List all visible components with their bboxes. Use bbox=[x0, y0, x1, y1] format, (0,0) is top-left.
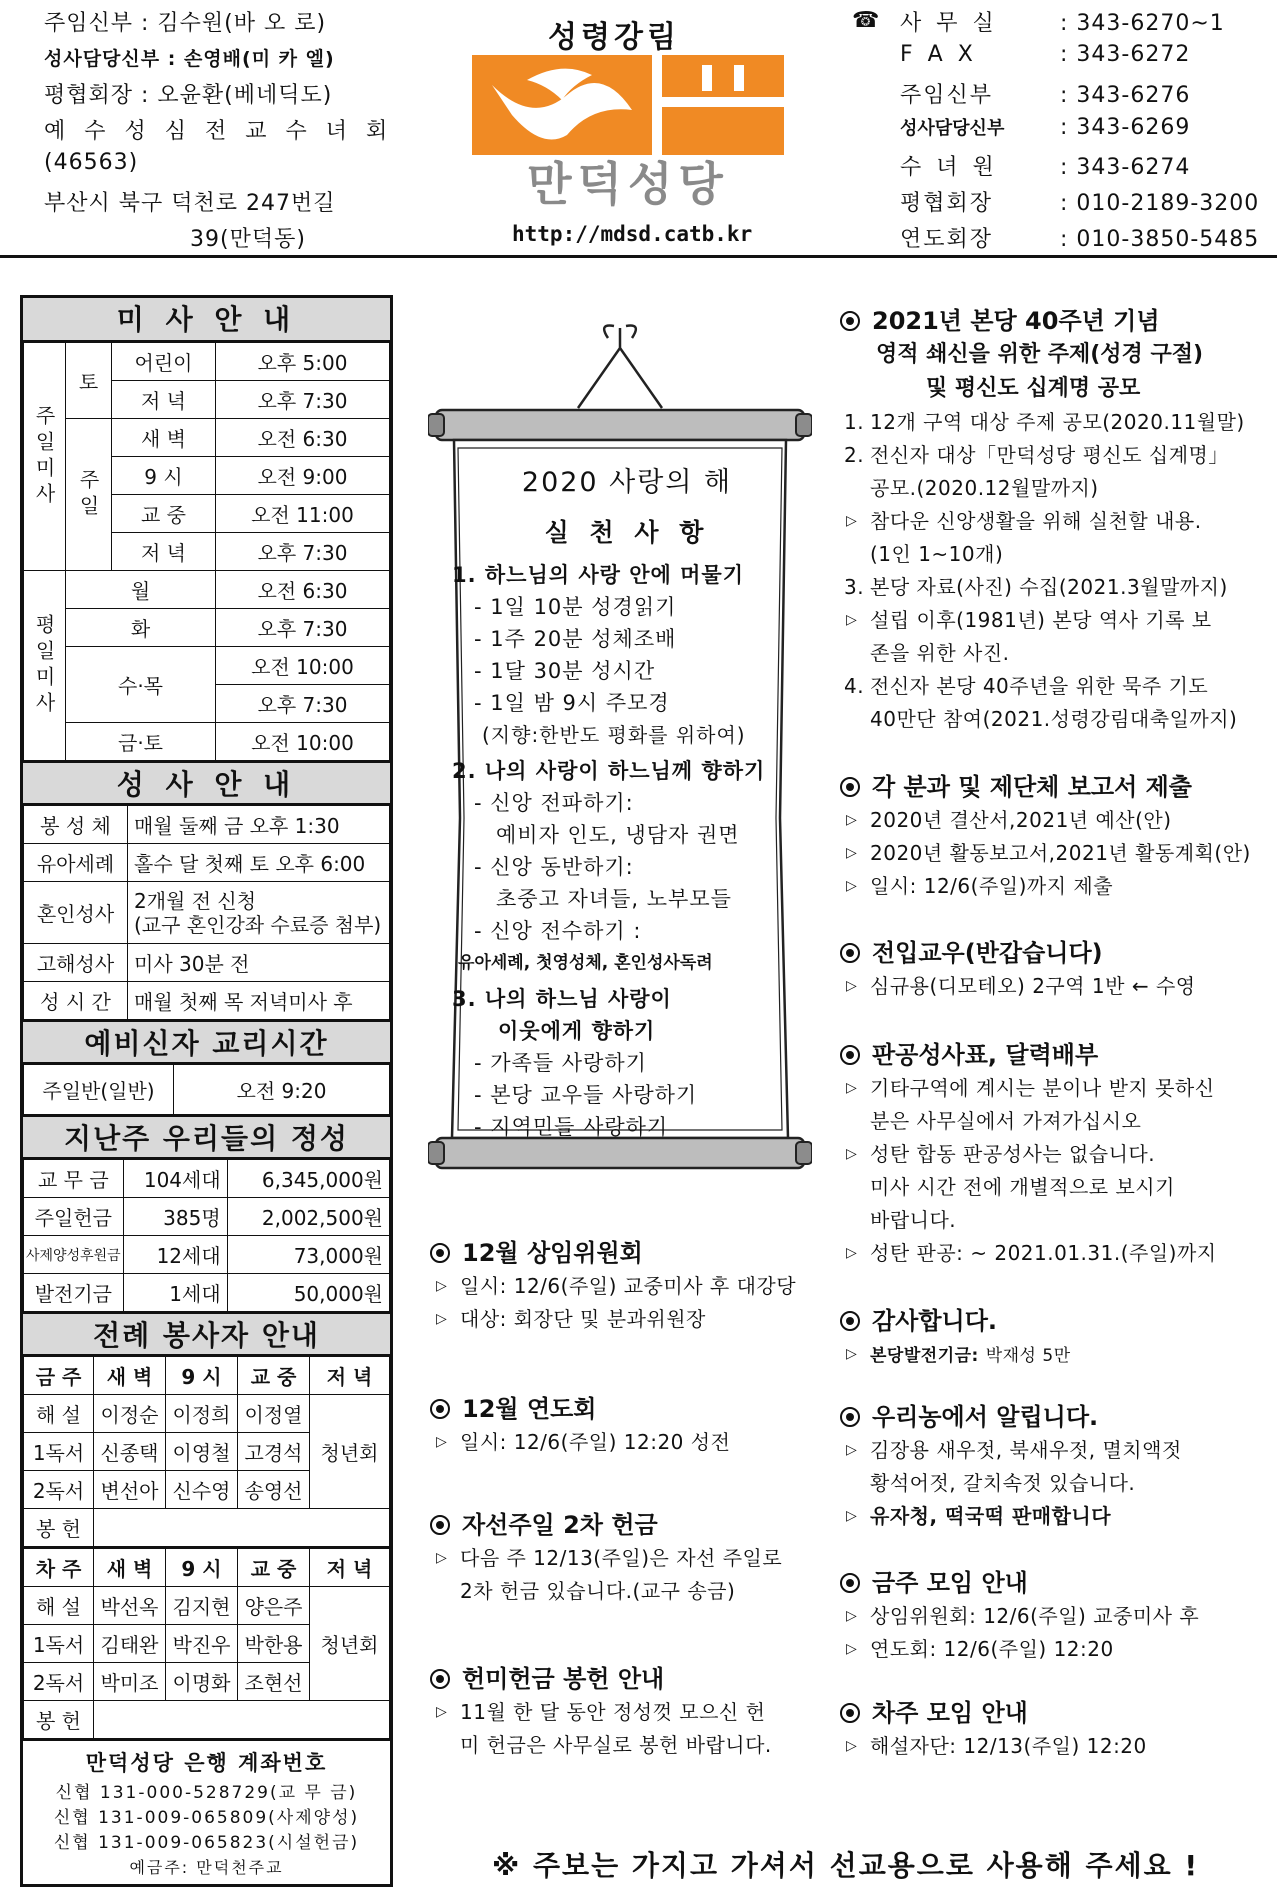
list-item: - 1일 10분 성경읽기 bbox=[474, 595, 677, 619]
table-row: 혼인성사 2개월 전 신청 (교구 혼인강좌 수료증 첨부) bbox=[24, 882, 390, 944]
list-item: - 1일 밤 9시 주모경 bbox=[474, 691, 670, 715]
target-bullet-icon bbox=[430, 1515, 450, 1535]
table-row: 봉 헌 bbox=[24, 1509, 390, 1547]
parish-logo bbox=[472, 55, 784, 210]
list-item-sub: 초중고 자녀들, 노부모들 bbox=[496, 887, 732, 911]
triangle-bullet-icon: ▷ bbox=[846, 1080, 858, 1096]
triangle-bullet-icon: ▷ bbox=[846, 845, 858, 861]
contact-council: 평협회장 : 010-2189-3200 bbox=[900, 191, 1260, 216]
footer-note: ※ 주보는 가지고 가셔서 선교용으로 사용해 주세요 ! bbox=[492, 1849, 1200, 1882]
list-item: 2. 전신자 대상「만덕성당 평신도 십계명」 bbox=[844, 443, 1229, 467]
address-line-1: 부산시 북구 덕천로 247번길 bbox=[44, 191, 336, 216]
sacrament-title: 성 사 안 내 bbox=[23, 761, 390, 805]
list-item-cont: 40만단 참여(2021.성령강림대축일까지) bbox=[870, 707, 1238, 731]
list-item: ▷ 다음 주 12/13(주일)은 자선 주일로 bbox=[430, 1542, 782, 1575]
notice-reports: 각 분과 및 제단체 보고서 제출 ▷ 2020년 결산서,2021년 예산(안) ▷ 2020년 활동보고서,2021년 활동계획(안) ▷ 일시: 12/6(주일)까지 제출 bbox=[840, 770, 1251, 903]
target-bullet-icon bbox=[840, 1045, 860, 1065]
triangle-bullet-icon: ▷ bbox=[436, 1311, 448, 1327]
address-line-2: 39(만덕동) bbox=[190, 227, 306, 252]
list-item-note: (지향:한반도 평화를 위하여) bbox=[482, 723, 746, 747]
triangle-bullet-icon: ▷ bbox=[846, 1508, 858, 1524]
list-item: ▷ 일시: 12/6(주일)까지 제출 bbox=[840, 870, 1251, 903]
logo-text: 만덕성당 bbox=[527, 157, 729, 210]
list-item: ▷ 본당발전기금: 박재성 5만 bbox=[840, 1338, 1071, 1373]
target-bullet-icon bbox=[840, 1573, 860, 1593]
list-item: ▷ 참다운 신앙생활을 위해 실천할 내용. bbox=[840, 505, 1245, 538]
notice-next-week-meetings: 차주 모임 안내 ▷ 해설자단: 12/13(주일) 12:20 bbox=[840, 1696, 1147, 1763]
anniv-sub-1: 영적 쇄신을 위한 주제(성경 구절) bbox=[876, 342, 1204, 367]
notice-charity: 자선주일 2차 헌금 ▷ 다음 주 12/13(주일)은 자선 주일로 2차 헌금 있습니다.(교구 송금) bbox=[430, 1508, 782, 1608]
servers-next-week-table bbox=[23, 1547, 390, 1739]
list-item: ▷ 2020년 결산서,2021년 예산(안) bbox=[840, 804, 1251, 837]
scroll-title: 2020 사랑의 해 bbox=[521, 467, 733, 498]
bank-line: 신협 131-000-528729(교 무 금) bbox=[55, 1782, 358, 1803]
table-row: 수·목 오전 10:00 bbox=[24, 647, 390, 685]
list-item: - 가족들 사랑하기 bbox=[474, 1051, 647, 1075]
anniv-sub-2: 및 평신도 십계명 공모 bbox=[926, 376, 1141, 401]
triangle-bullet-icon: ▷ bbox=[846, 612, 858, 628]
table-row: 1독서 김태완 박진우 박한용 bbox=[24, 1624, 390, 1662]
list-item-sub: 유아세례, 첫영성체, 혼인성사독려 bbox=[458, 953, 713, 973]
table-row: 금 주 새 벽 9 시 교 중 저 녁 bbox=[24, 1357, 390, 1395]
saturday-label: 토 bbox=[66, 343, 112, 419]
notice-rice: 헌미헌금 봉헌 안내 ▷ 11월 한 달 동안 정성껏 모으신 헌 미 헌금은 사무실로 봉헌 바랍니다. bbox=[430, 1662, 772, 1762]
target-bullet-icon bbox=[430, 1399, 450, 1419]
target-bullet-icon bbox=[840, 777, 860, 797]
list-item: ▷ 해설자단: 12/13(주일) 12:20 bbox=[840, 1730, 1147, 1763]
triangle-bullet-icon: ▷ bbox=[846, 1346, 858, 1362]
list-item-cont: (1인 1~10개) bbox=[870, 542, 1004, 566]
confessor-line: 성사담당신부 : 손영배(미 카 엘) bbox=[44, 48, 335, 70]
triangle-bullet-icon: ▷ bbox=[436, 1278, 448, 1294]
sunday-mass-label: 주일미사 bbox=[24, 343, 66, 571]
target-bullet-icon bbox=[840, 1703, 860, 1723]
list-item: ▷ 연도회: 12/6(주일) 12:20 bbox=[840, 1633, 1199, 1666]
sacrament-table bbox=[23, 805, 390, 1020]
list-item-sub: 예비자 인도, 냉담자 권면 bbox=[496, 823, 740, 847]
triangle-bullet-icon: ▷ bbox=[846, 1442, 858, 1458]
list-item-cont: 존을 위한 사진. bbox=[870, 641, 1010, 665]
table-row: 2독서 변선아 신수영 송영선 bbox=[24, 1471, 390, 1509]
bank-title: 만덕성당 은행 계좌번호 bbox=[85, 1750, 328, 1775]
triangle-bullet-icon: ▷ bbox=[436, 1704, 448, 1720]
table-row: 주일헌금 385명 2,002,500원 bbox=[24, 1198, 390, 1236]
table-row: 사제양성후원금 12세대 73,000원 bbox=[24, 1236, 390, 1274]
scroll-heading-3b: 이웃에게 향하기 bbox=[498, 1019, 656, 1043]
list-item: ▷ 2020년 활동보고서,2021년 활동계획(안) bbox=[840, 837, 1251, 870]
scroll-heading-2: 2. 나의 사랑이 하느님께 향하기 bbox=[452, 759, 766, 783]
bulletin-header bbox=[0, 0, 1277, 258]
bank-accounts bbox=[23, 1739, 390, 1884]
list-item: - 본당 교우들 사랑하기 bbox=[474, 1083, 698, 1107]
triangle-bullet-icon: ▷ bbox=[846, 878, 858, 894]
left-info-column bbox=[20, 295, 393, 1887]
list-item: ▷ 일시: 12/6(주일) 12:20 성전 bbox=[430, 1426, 730, 1459]
target-bullet-icon bbox=[840, 1311, 860, 1331]
bank-line: 신협 131-009-065809(사제양성) bbox=[53, 1807, 360, 1828]
scroll-content bbox=[452, 460, 802, 1143]
target-bullet-icon bbox=[840, 943, 860, 963]
servers-title: 전례 봉사자 안내 bbox=[23, 1312, 390, 1356]
scroll-subtitle: 실 천 사 항 bbox=[544, 518, 710, 547]
table-row: 9 시 오전 9:00 bbox=[24, 457, 390, 495]
mass-schedule-title: 미 사 안 내 bbox=[23, 298, 390, 342]
contact-convent: 수 녀 원 : 343-6274 bbox=[900, 155, 1191, 180]
table-row: 해 설 박선옥 김지현 양은주 청년회 bbox=[24, 1586, 390, 1624]
triangle-bullet-icon: ▷ bbox=[846, 513, 858, 529]
list-item: ▷ 김장용 새우젓, 북새우젓, 멸치액젓 bbox=[840, 1434, 1182, 1467]
list-item: ▷ 상임위원회: 12/6(주일) 교중미사 후 bbox=[840, 1600, 1199, 1633]
notice-anniversary: 2021년 본당 40주년 기념 영적 쇄신을 위한 주제(성경 구절) 및 평신도 십계명 공모 1. 12개 구역 대상 주제 공모(2020.11월말) 2. 전신자 대상「만덕성당 평신도 십계명」 공모.(2020.12월말까지) ▷ 참다운 신앙생활을 위해 실천할 내용. (1인 1~10개) 3. 본당 자료(사진) 수집(2021.3월말까지) ▷ 설립 이후(1981년) 본당 역사 기록 보 존을 위한 사진. 4. 전신자 본당 40주년을 위한 묵주 기도 40만단 참여(2021.성령강림대축일까지) bbox=[840, 304, 1245, 736]
list-item: ▷ 설립 이후(1981년) 본당 역사 기록 보 bbox=[840, 604, 1245, 637]
mass-schedule-table bbox=[23, 342, 390, 761]
list-item: ▷ 성탄 합동 판공성사는 없습니다. bbox=[840, 1138, 1217, 1171]
table-row: 발전기금 1세대 50,000원 bbox=[24, 1274, 390, 1312]
council-president-line: 평협회장 : 오윤환(베네딕도) bbox=[44, 83, 333, 108]
servers-this-week-table bbox=[23, 1356, 390, 1547]
list-item: ▷ 일시: 12/6(주일) 교중미사 후 대강당 bbox=[430, 1270, 796, 1303]
scroll-heading-1: 1. 하느님의 사랑 안에 머물기 bbox=[452, 563, 744, 587]
table-row: 저 녁 오후 7:30 bbox=[24, 533, 390, 571]
notice-newcomer: 전입교우(반갑습니다) ▷ 심규용(디모테오) 2구역 1반 ← 수영 bbox=[840, 936, 1196, 1003]
list-item: - 1달 30분 성시간 bbox=[474, 659, 656, 683]
table-row: 주일미사 토 어린이 오후 5:00 bbox=[24, 343, 390, 381]
table-row: 유아세례 홀수 달 첫째 토 오후 6:00 bbox=[24, 844, 390, 882]
list-item-cont: 황석어젓, 갈치속젓 있습니다. bbox=[870, 1471, 1136, 1495]
contact-confessor: 성사담당신부 : 343-6269 bbox=[900, 115, 1191, 140]
table-row: 1독서 신종택 이영철 고경석 bbox=[24, 1433, 390, 1471]
triangle-bullet-icon: ▷ bbox=[846, 1608, 858, 1624]
contact-office: 사 무 실 : 343-6270~1 bbox=[900, 11, 1225, 36]
list-item-cont: 미 헌금은 사무실로 봉헌 바랍니다. bbox=[460, 1733, 772, 1757]
table-row: 교 무 금 104세대 6,345,000원 bbox=[24, 1160, 390, 1198]
target-bullet-icon bbox=[430, 1243, 450, 1263]
parish-url[interactable]: http://mdsd.catb.kr bbox=[512, 222, 753, 246]
weekday-mass-label: 평일미사 bbox=[24, 571, 66, 761]
bank-line: 신협 131-009-065823(시설헌금) bbox=[53, 1832, 360, 1853]
offering-table bbox=[23, 1159, 390, 1312]
list-item: - 신앙 전수하기 : bbox=[474, 919, 642, 943]
offering-title: 지난주 우리들의 정성 bbox=[23, 1115, 390, 1159]
list-item: ▷ 대상: 회장단 및 분과위원장 bbox=[430, 1303, 796, 1336]
table-row: 해 설 이정순 이정희 이정열 청년회 bbox=[24, 1395, 390, 1433]
triangle-bullet-icon: ▷ bbox=[846, 1146, 858, 1162]
notice-council: 12월 상임위원회 ▷ 일시: 12/6(주일) 교중미사 후 대강당 ▷ 대상: 회장단 및 분과위원장 bbox=[430, 1236, 796, 1336]
list-item: ▷ 유자청, 떡국떡 판매합니다 bbox=[840, 1500, 1182, 1533]
target-bullet-icon bbox=[840, 311, 860, 331]
list-item: - 신앙 전파하기: bbox=[474, 791, 634, 815]
pastor-line: 주임신부 : 김수원(바 오 로) bbox=[44, 11, 327, 36]
list-item: ▷ 기타구역에 계시는 분이나 받지 못하신 bbox=[840, 1072, 1217, 1105]
triangle-bullet-icon: ▷ bbox=[436, 1434, 448, 1450]
table-row: 평일미사 월 오전 6:30 bbox=[24, 571, 390, 609]
triangle-bullet-icon: ▷ bbox=[846, 1641, 858, 1657]
target-bullet-icon bbox=[840, 1407, 860, 1427]
table-row: 저 녁 오후 7:30 bbox=[24, 381, 390, 419]
contact-fax: F A X : 343-6272 bbox=[900, 42, 1191, 67]
notice-this-week-meetings: 금주 모임 안내 ▷ 상임위원회: 12/6(주일) 교중미사 후 ▷ 연도회: 12/6(주일) 12:20 bbox=[840, 1566, 1199, 1666]
list-item-cont: 2차 헌금 있습니다.(교구 송금) bbox=[460, 1579, 736, 1603]
postcode-line: (46563) bbox=[44, 150, 139, 175]
phone-icon: ☎ bbox=[852, 8, 880, 33]
list-item-cont: 바랍니다. bbox=[870, 1208, 957, 1232]
catechumen-table bbox=[23, 1064, 390, 1115]
table-row: 차 주 새 벽 9 시 교 중 저 녁 bbox=[24, 1548, 390, 1586]
list-item-cont: 미사 시간 전에 개별적으로 보시기 bbox=[870, 1175, 1175, 1199]
table-row: 주일반(일반) 오전 9:20 bbox=[24, 1065, 390, 1115]
list-item: ▷ 심규용(디모테오) 2구역 1반 ← 수영 bbox=[840, 970, 1196, 1003]
table-row: 교 중 오전 11:00 bbox=[24, 495, 390, 533]
list-item: - 1주 20분 성체조배 bbox=[474, 627, 677, 651]
notice-calendar: 판공성사표, 달력배부 ▷ 기타구역에 계시는 분이나 받지 못하신 분은 사무실에서 가져가십시오 ▷ 성탄 합동 판공성사는 없습니다. 미사 시간 전에 개별적으로 보시기 바랍니다. ▷ 성탄 판공: ~ 2021.01.31.(주일)까지 bbox=[840, 1038, 1217, 1270]
list-item: - 지역민들 사랑하기 bbox=[474, 1115, 669, 1139]
triangle-bullet-icon: ▷ bbox=[436, 1550, 448, 1566]
table-row: 오후 7:30 bbox=[24, 685, 390, 723]
catechumen-title: 예비신자 교리시간 bbox=[23, 1020, 390, 1064]
table-row: 성 시 간 매월 첫째 목 저녁미사 후 bbox=[24, 982, 390, 1020]
list-item: - 신앙 동반하기: bbox=[474, 855, 634, 879]
target-bullet-icon bbox=[430, 1669, 450, 1689]
list-item: 4. 전신자 본당 40주년을 위한 묵주 기도 bbox=[844, 674, 1209, 698]
triangle-bullet-icon: ▷ bbox=[846, 1245, 858, 1261]
sisters-line: 예 수 성 심 전 교 수 녀 회 bbox=[44, 119, 394, 144]
contact-yeondo: 연도회장 : 010-3850-5485 bbox=[900, 227, 1260, 252]
list-item: 3. 본당 자료(사진) 수집(2021.3월말까지) bbox=[844, 575, 1228, 599]
list-item: ▷ 11월 한 달 동안 정성껏 모으신 헌 bbox=[430, 1696, 772, 1729]
notice-yeondo: 12월 연도회 ▷ 일시: 12/6(주일) 12:20 성전 bbox=[430, 1392, 730, 1459]
table-row: 봉 헌 bbox=[24, 1700, 390, 1738]
sunday-label: 주일 bbox=[66, 419, 112, 571]
notice-farm: 우리농에서 알립니다. ▷ 김장용 새우젓, 북새우젓, 멸치액젓 황석어젓, 갈치속젓 있습니다. ▷ 유자청, 떡국떡 판매합니다 bbox=[840, 1400, 1182, 1533]
triangle-bullet-icon: ▷ bbox=[846, 812, 858, 828]
contact-pastor: 주임신부 : 343-6276 bbox=[900, 83, 1191, 108]
list-item: ▷ 성탄 판공: ~ 2021.01.31.(주일)까지 bbox=[840, 1237, 1217, 1270]
table-row: 화 오후 7:30 bbox=[24, 609, 390, 647]
table-row: 주일 새 벽 오전 6:30 bbox=[24, 419, 390, 457]
bank-owner: 예금주: 만덕천주교 bbox=[129, 1857, 284, 1877]
list-item-cont: 분은 사무실에서 가져가십시오 bbox=[870, 1109, 1142, 1133]
feast-title: 성령강림 bbox=[548, 20, 680, 55]
notice-thanks: 감사합니다. ▷ 본당발전기금: 박재성 5만 bbox=[840, 1304, 1071, 1373]
triangle-bullet-icon: ▷ bbox=[846, 978, 858, 994]
list-item: 1. 12개 구역 대상 주제 공모(2020.11월말) bbox=[844, 410, 1245, 434]
table-row: 금·토 오전 10:00 bbox=[24, 723, 390, 761]
scroll-heading-3: 3. 나의 하느님 사랑이 bbox=[452, 987, 672, 1011]
table-row: 봉 성 체 매월 둘째 금 오후 1:30 bbox=[24, 806, 390, 844]
triangle-bullet-icon: ▷ bbox=[846, 1738, 858, 1754]
list-item-cont: 공모.(2020.12월말까지) bbox=[870, 476, 1099, 500]
table-row: 고해성사 미사 30분 전 bbox=[24, 944, 390, 982]
table-row: 2독서 박미조 이명화 조현선 bbox=[24, 1662, 390, 1700]
